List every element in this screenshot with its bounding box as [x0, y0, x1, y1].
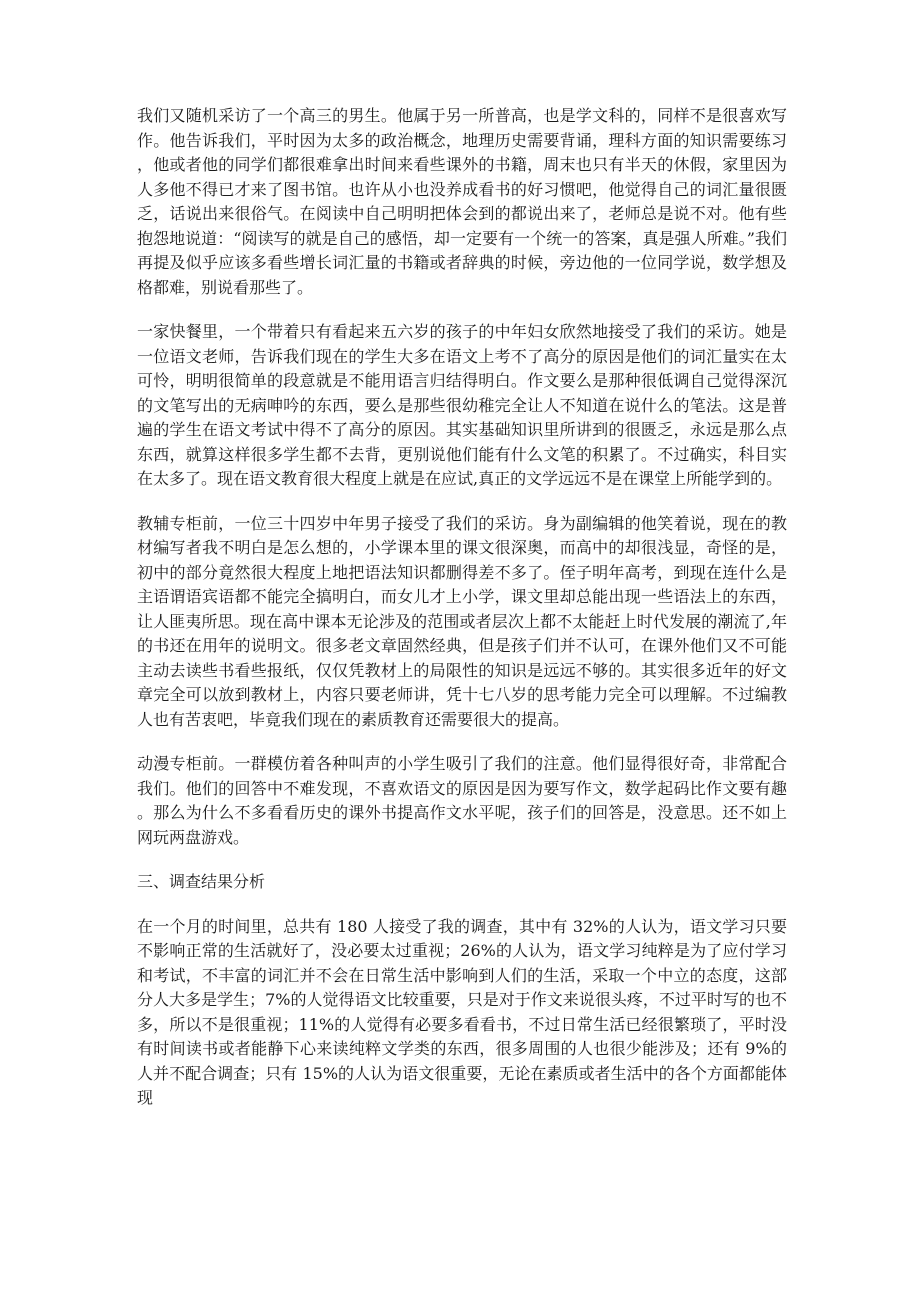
section-heading: 三、调查结果分析 — [137, 872, 266, 891]
paragraph-interview-teacher: 一家快餐里，一个带着只有看起来五六岁的孩子的中年妇女欣然地接受了我们的采访。她是一位语文老师，告诉我们现在的学生大多在语文上考不了高分的原因是他们的词汇量实在太可怜，明明很简单的段意就是不能用语言归结得明白。作文要么是那种很低调自己觉得深沉的文笔写出的无病呻吟的东西，要么是那些很幼稚完全让人不知道在说什么的笔法。这是普遍的学生在语文考试中得不了高分的原因。其实基础知识里所讲到的很匮乏，永远是那么点东西，就算这样很多学生都不去背，更别说他们能有什么文笔的积累了。不过确实，科目实在太多了。现在语文教育很大程度上就是在应试,真正的文学远远不是在课堂上所能学到的。 — [137, 322, 787, 488]
paragraph-interview-senior-student: 我们又随机采访了一个高三的男生。他属于另一所普高，也是学文科的，同样不是很喜欢写作。他告诉我们，平时因为太多的政治概念，地理历史需要背诵，理科方面的知识需要练习，他或者他的同学们都很难拿出时间来看些课外的书籍，周末也只有半天的休假，家里因为人多他不得已才来了图书馆。也许从小也没养成看书的好习惯吧，他觉得自己的词汇量很匮乏，话说出来很俗气。在阅读中自己明明把体会到的都说出来了，老师总是说不对。他有些抱怨地说道：“阅读写的就是自己的感悟，却一定要有一个统一的答案，真是强人所难。”我们再提及似乎应该多看些增长词汇量的书籍或者辞典的时候，旁边他的一位同学说，数学想及格都难，别说看那些了。 — [137, 106, 787, 297]
paragraph-survey-results: 在一个月的时间里，总共有 180 人接受了我的调查，其中有 32%的人认为，语文学习只要不影响正常的生活就好了，没必要太过重视；26%的人认为，语文学习纯粹是为了应付学习和考试，不丰富的词汇并不会在日常生活中影响到人们的生活，采取一个中立的态度，这部分人大多是学生；7%的人觉得语文比较重要，只是对于作文来说很头疼，不过平时写的也不多，所以不是很重视；11%的人觉得有必要多看看书，不过日常生活已经很繁琐了，平时没有时间读书或者能静下心来读纯粹文学类的东西，很多周围的人也很少能涉及；还有 9%的人并不配合调查；只有 15%的人认为语文很重要，无论在素质或者生活中的各个方面都能体现 — [137, 916, 787, 1107]
document-body — [137, 104, 787, 1131]
paragraph-interview-pupils: 动漫专柜前。一群模仿着各种叫声的小学生吸引了我们的注意。他们显得很好奇，非常配合我们。他们的回答中不难发现，不喜欢语文的原因是因为要写作文，数学起码比作文要有趣。那么为什么不多看看历史的课外书提高作文水平呢，孩子们的回答是，没意思。还不如上网玩两盘游戏。 — [137, 754, 787, 847]
paragraph-interview-editor: 教辅专柜前，一位三十四岁中年男子接受了我们的采访。身为副编辑的他笑着说，现在的教材编写者我不明白是怎么想的，小学课本里的课文很深奥，而高中的却很浅显，奇怪的是，初中的部分竟然很大程度上地把语法知识都删得差不多了。侄子明年高考，到现在连什么是主语谓语宾语都不能完全搞明白，而女儿才上小学，课文里却总能出现一些语法上的东西，让人匪夷所思。现在高中课本无论涉及的范围或者层次上都不太能赶上时代发展的潮流了,年的书还在用年的说明文。很多老文章固然经典，但是孩子们并不认可，在课外他们又不可能主动去读些书看些报纸，仅仅凭教材上的局限性的知识是远远不够的。其实很多近年的好文章完全可以放到教材上，内容只要老师讲，凭十七八岁的思考能力完全可以理解。不过编教人也有苦衷吧，毕竟我们现在的素质教育还需要很大的提高。 — [137, 513, 787, 729]
